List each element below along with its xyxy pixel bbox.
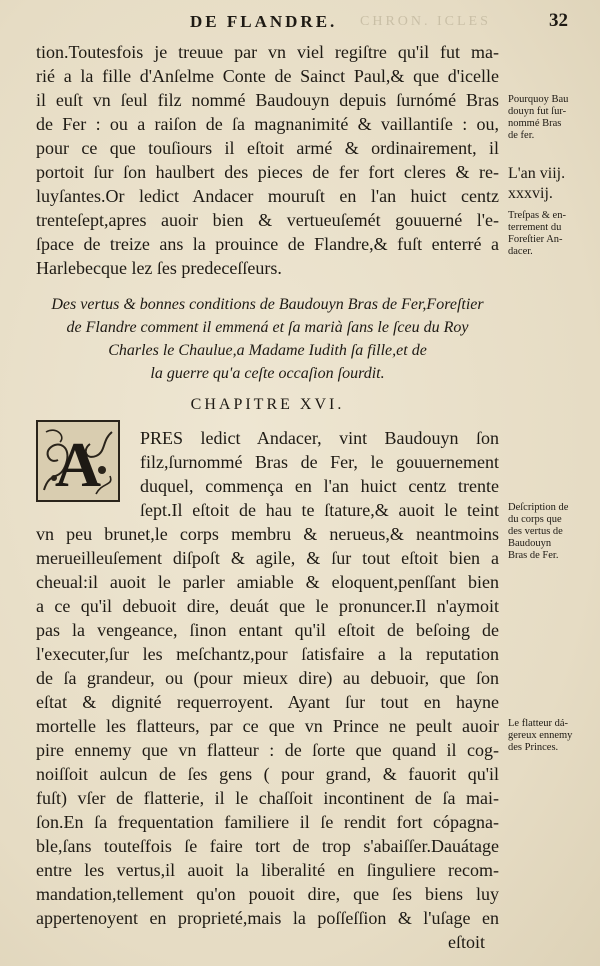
margin-line: Baudouyn [508,538,552,549]
margin-note-year [508,164,594,204]
dropcap-letter: A [54,429,102,500]
text-line: ſpace de treize ans la prouince de Flandre,& fuſt enterré a [36,234,499,254]
margin-line: Foreſtier An- [508,234,563,245]
text-line: ble,ſans touteſfois ſe faire tort de trop s'abaiſſer.Dauátage [36,836,499,856]
text-line: vn peu brunet,le corps membru & nerueus,& neantmoins [36,524,499,544]
margin-note-flatterer [508,718,594,754]
text-line: mandation,tellement qu'on pouoit dire, que ſes biens luy [36,884,499,904]
text-line: ſept.Il eſtoit de hau te ſtature,& auoit le teint [140,500,499,520]
text-line: a ce qu'il debuoit dire, deuát que le pronuncer.Il n'aymoit [36,596,499,616]
margin-line: nommé Bras [508,118,562,129]
margin-note-description [508,502,594,562]
chapter-title: CHAPITRE XVI. [190,396,345,413]
margin-line: Bras de Fer. [508,550,559,561]
text-line: rié a la fille d'Anſelme Conte de Sainct Paul,& que d'icelle [36,66,499,86]
margin-line: Le flatteur dá- [508,718,569,729]
text-line: fuſt) vſer de flatterie, il le chaſſoit incontinent de ſa mai- [36,788,499,808]
ornament-icon [36,420,120,502]
margin-line: xxxvij. [508,185,553,202]
text-line: cheual:il auoit le parler amiable & eloquent,penſſant bien [36,572,499,592]
margin-line: du corps que [508,514,562,525]
summary-line: la guerre qu'a ceſte occaſion ſourdit. [150,365,385,382]
text-line: appertenoyent en proprieté,mais la poſſeſſion & l'uſage en [36,908,499,928]
text-line: l'executer,ſur les meſchantz,pour ſatisfaire a la reputation [36,644,499,664]
summary-line: Des vertus & bonnes conditions de Baudouyn Bras de Fer,Foreſtier [51,296,484,313]
margin-line: gereux ennemy [508,730,573,741]
margin-line: des vertus de [508,526,563,537]
text-line: de ſa grandeur, ou (pour mieux dire) au debuoir, que ſon [36,668,499,688]
margin-line: des Princes. [508,742,559,753]
text-line: pour ce que touſiours il eſtoit armé & ordinairement, il [36,138,499,158]
show-through-text: CHRON. ICLES [360,14,491,29]
margin-note-surname [508,94,594,142]
text-line: trenteſept,apres auoir bien & vertueuſemét gouuerné l'e- [36,210,499,230]
text-line: filz,ſurnommé Bras de Fer, le gouuernement [140,452,499,472]
text-line: tion.Toutesfois je treuue par vn viel regiſtre qu'il fut ma- [36,42,499,62]
text-line: ſon.En ſa frequentation familiere il ſe rendit fort cópagna- [36,812,499,832]
summary-line: Charles le Chaulue,a Madame Iudith ſa fille,et de [108,342,427,359]
text-line: Harlebecque lez ſes predeceſſeurs. [36,258,282,278]
text-line: merueilleuſement diſpoſt & agile, & ſur tout eſtoit bien a [36,548,499,568]
margin-note-death [508,210,594,258]
text-line: noiſſoit aulcun de ſes gens ( pour grand, & fauorit qu'il [36,764,499,784]
margin-line: de fer. [508,130,535,141]
page-number: 32 [549,10,568,31]
text-line: portoit ſur ſon haulbert des pieces de fer fort cleres & re- [36,162,499,182]
margin-line: Deſcription de [508,502,569,513]
text-line: de Fer : ou a raiſon de ſa magnanimité & vaillantiſe : ou, [36,114,499,134]
text-line: pas la vengeance, ſinon entant qu'il eſtoit de beſoing de [36,620,499,640]
text-line: duquel, commença en l'an huict centz trente [140,476,499,496]
ornamental-initial [36,420,120,502]
margin-line: L'an viij. [508,165,566,182]
margin-line: douyn fut ſur- [508,106,567,117]
text-line: mortelle les flatteurs, par ce que vn Prince ne peult auoir [36,716,499,736]
margin-line: terrement du [508,222,562,233]
margin-line: Treſpas & en- [508,210,566,221]
catchword: eſtoit [448,932,485,952]
text-line: entre les vertus,il auoit la liberalité en ſinguliere recom- [36,860,499,880]
text-line: il euſt vn ſeul filz nommé Baudouyn depuis ſurnómé Bras [36,90,499,110]
text-line: PRES ledict Andacer, vint Baudouyn ſon [140,428,499,448]
text-line: eſtat & dignité requerroyent. Ayant ſur tout en hayne [36,692,499,712]
margin-line: dacer. [508,246,533,257]
text-line: luyſantes.Or ledict Andacer mouruſt en l'an huict centz [36,186,499,206]
summary-line: de Flandre comment il emmená et ſa marià ſans le ſceu du Roy [66,319,469,336]
margin-line: Pourquoy Bau [508,94,569,105]
running-header-title: DE FLANDRE. [190,12,338,31]
text-line: pire ennemy que vn flatteur : de ſorte que quand il cog- [36,740,499,760]
